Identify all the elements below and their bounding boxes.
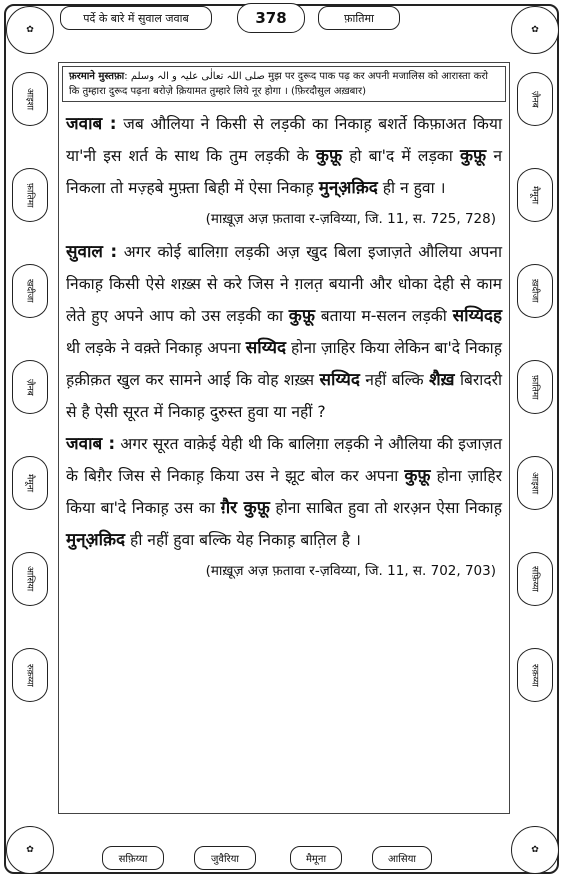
bottom-tab: आसिया: [372, 846, 432, 870]
name-tab-label: फ़ातिमा: [344, 11, 374, 25]
text-segment: बिरादरी से है ऐसी सूरत में निकाह़ दुरुस्त हुवा या नहीं ?: [66, 371, 503, 421]
reference-citation: (माख़ूज़ अज़ फ़तावा र-ज़विय्या, जि. 11, स. 702, 703): [205, 563, 496, 579]
bottom-tab: सफ़िय्या: [102, 846, 164, 870]
side-badge-left: आसिया: [12, 552, 48, 606]
side-badge-right: मैमूना: [517, 168, 553, 222]
side-badge-left: फ़ातिमा: [12, 168, 48, 222]
side-badge-right: रुक़य्या: [517, 648, 553, 702]
corner-medallion-top-right: ✿: [511, 6, 559, 54]
bold-term: मुन्अ़क़िद: [318, 178, 378, 198]
side-badge-right: सफ़िय्या: [517, 552, 553, 606]
side-badge-left: रुक़य्या: [12, 648, 48, 702]
side-badge-right: फ़ातिमा: [517, 360, 553, 414]
text-segment: होना ज़ाहिर किया लेकिन बा'दे निकाह़ ह़क़ीक़त खुल कर सामने आई कि वोह शख़्स: [66, 339, 502, 389]
farmane-text: : صلی اللہ تعالٰی علیہ و الہ وسلم मुझ पर दुरूद पाक पढ़ कर अपनी मजालिस को आरास्ता करो कि तुम्हारा दुरूद पढ़ना बरोज़े क़ियामत तुम्हारे लिये नूर होगा । (फ़िरदौसुल अख़बार): [69, 71, 488, 97]
bottom-tab: मैमूना: [290, 846, 342, 870]
text-segment: हो बा'द में लड़का: [342, 147, 460, 165]
book-title-tab: [60, 6, 212, 30]
text-segment: अगर कोई बालिग़ा लड़की अज़ खुद बिला इजाज़ते औलिया अपना निकाह़ किसी ऐसे शख़्स से करे जिस ने ग़लत़ बयानी और धोका देही से काम लेते हुए अपने आप को उस लड़की का: [66, 243, 502, 325]
bold-term: सय्यिद: [319, 370, 360, 390]
text-segment: अगर सूरत वाक़ेई येही थी कि बालिग़ा लड़की ने औलिया की इजाज़त के बिग़ैर जिस से निकाह़ किया उस ने झूट बोल कर अपना: [66, 435, 502, 485]
farmane-mustafa-box: [62, 66, 506, 102]
reference-citation: (माख़ूज़ अज़ फ़तावा र-ज़विय्या, जि. 11, स. 725, 728): [205, 211, 496, 227]
bold-term: सय्यिदह: [452, 306, 502, 326]
bold-term: कुफ़ू: [460, 146, 487, 166]
page-number: 378: [255, 9, 287, 27]
qa-label: सुवाल :: [66, 242, 118, 262]
side-badge-right: ज़ैनब: [517, 72, 553, 126]
bold-term: शैख़: [429, 370, 455, 390]
bold-term: कुफ़ू: [288, 306, 315, 326]
corner-medallion-bottom-right: ✿: [511, 826, 559, 874]
bottom-tab: जुवैरिया: [194, 846, 256, 870]
qa-label: जवाब :: [66, 114, 117, 134]
side-badge-left: ज़ैनब: [12, 360, 48, 414]
text-segment: ही न हुवा ।: [377, 179, 446, 197]
name-tab: [318, 6, 400, 30]
text-segment: नहीं बल्कि: [359, 371, 430, 389]
bold-term: सय्यिद: [245, 338, 287, 358]
corner-medallion-bottom-left: ✿: [6, 826, 54, 874]
farmane-label: फ़रमाने मुस्तफ़ा: [69, 71, 125, 82]
side-badge-left: मैमूना: [12, 456, 48, 510]
text-segment: बताया म-सलन लड़की: [314, 307, 453, 325]
qa-paragraph: [66, 236, 502, 428]
text-segment: जब औलिया ने किसी से लड़की का निकाह़ बशर्ते किफ़ाअत किया या'नी इस शर्त के साथ कि तुम लड़की के: [66, 115, 502, 165]
bold-term: कुफ़ू: [404, 466, 431, 486]
text-segment: होना साबित हुवा तो शरअ़न ऐसा निकाह़: [269, 499, 502, 517]
text-segment: ही नहीं हुवा बल्कि येह निकाह़ बात़िल है ।: [125, 531, 361, 549]
text-segment: थी लड़के ने वक़्ते निकाह़ अपना: [66, 339, 246, 357]
bold-term: ग़ैर कुफ़ू: [220, 498, 270, 518]
main-content: [66, 108, 502, 588]
side-badge-right: आइशा: [517, 456, 553, 510]
qa-paragraph: [66, 108, 502, 204]
qa-paragraph: [66, 428, 502, 556]
bold-term: मुन्अ़क़िद: [66, 530, 126, 550]
text-segment: होना ज़ाहिर किया बा'दे निकाह़ उस का: [66, 467, 502, 517]
side-badge-left: खदीजा: [12, 264, 48, 318]
side-badge-right: ख़दीजा: [517, 264, 553, 318]
side-badge-left: आइशा: [12, 72, 48, 126]
book-title: पर्दे के बारे में सुवाल जवाब: [83, 11, 189, 25]
page-number-badge: [237, 3, 305, 33]
bold-term: कुफ़ू: [315, 146, 343, 166]
corner-medallion-top-left: ✿: [6, 6, 54, 54]
text-segment: न निकला तो मज़्हबे मुफ़्ता बिही में ऐसा निकाह़: [66, 147, 502, 197]
qa-label: जवाब :: [66, 434, 116, 454]
